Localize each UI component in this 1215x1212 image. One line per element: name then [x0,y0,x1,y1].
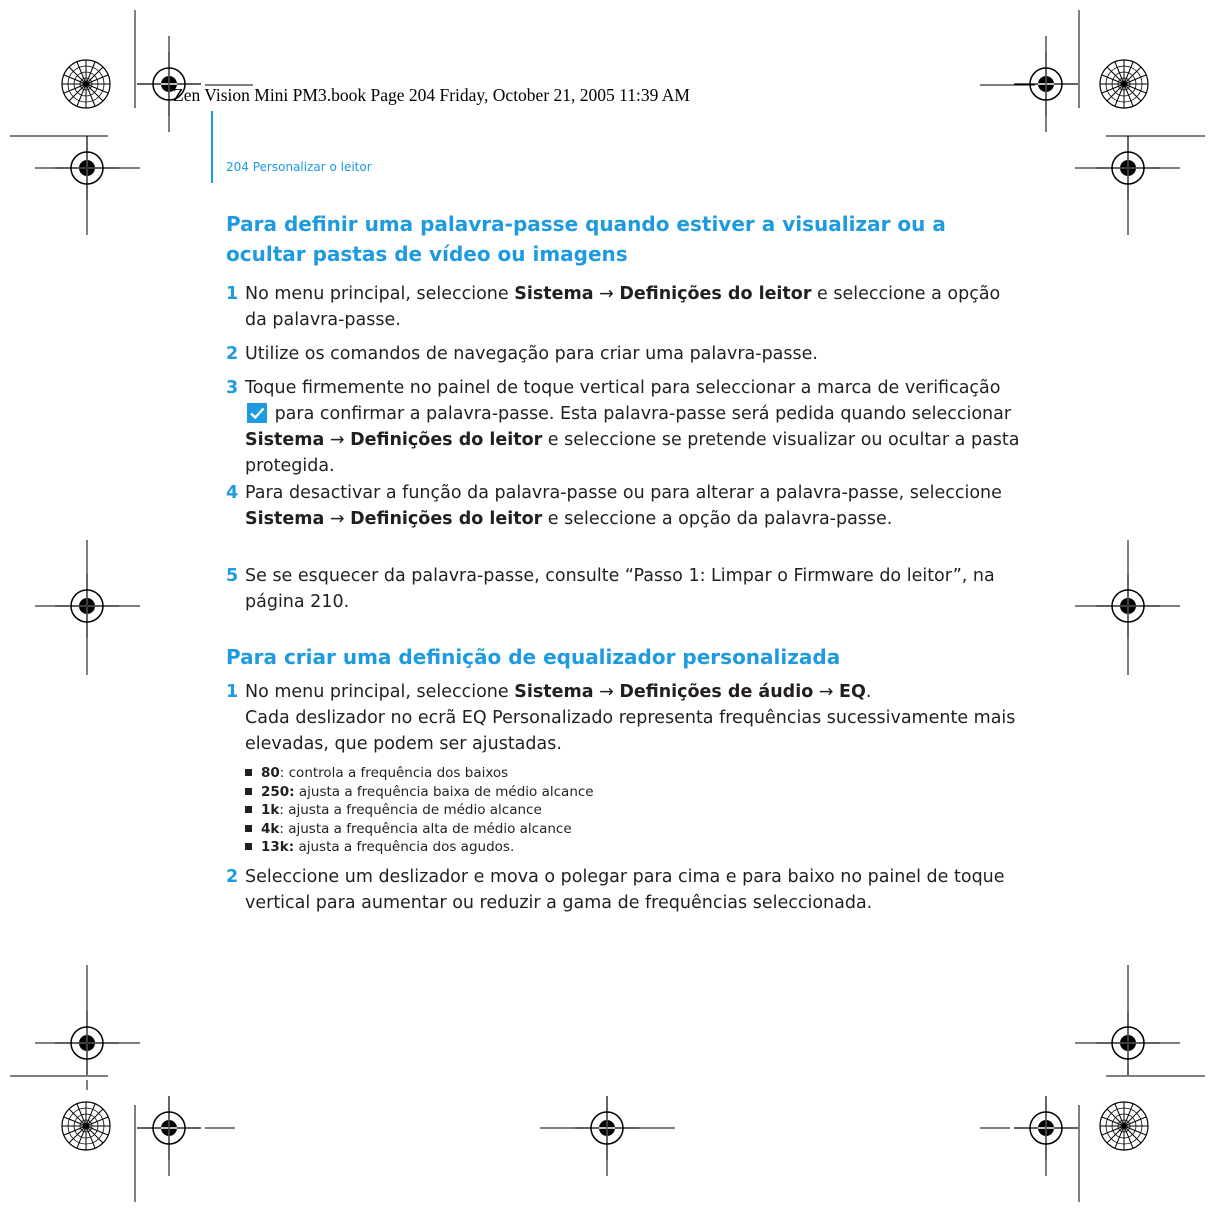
running-head: 204 Personalizar o leitor [226,160,372,174]
frequency-key: 13k: [261,839,295,855]
frequency-key: 1k [261,802,280,818]
menu-term: Sistema [514,682,594,702]
book-slug-line: Zen Vision Mini PM3.book Page 204 Friday, October 21, 2005 11:39 AM [173,85,690,105]
bullet-icon [245,788,252,795]
step-text: Para desactivar a função da palavra-passe ou para alterar a palavra-passe, seleccione [245,483,1002,503]
step-text: No menu principal, seleccione [245,682,515,702]
frequency-key: 80 [261,765,280,781]
step-number: 2 [226,344,239,364]
step-text: No menu principal, seleccione [245,284,515,304]
menu-term: Sistema [514,284,594,304]
list-item [226,375,1026,479]
step-number: 5 [226,566,239,586]
list-item [245,820,594,839]
list-item [226,679,1026,757]
list-item [226,480,1026,532]
bullet-icon [245,806,252,813]
frequency-desc: ajusta a frequência dos agudos. [294,839,515,855]
menu-term: Sistema [245,430,325,450]
frequency-list [245,764,594,857]
list-item [245,838,594,857]
menu-term: EQ [839,682,866,702]
frequency-key: 250: [261,783,295,800]
list-item [226,864,1026,916]
bullet-icon [245,825,252,832]
arrow-glyph: → [593,284,620,304]
list-item [245,783,594,802]
step-text: Toque firmemente no painel de toque vertical para seleccionar a marca de verificação [245,378,1001,398]
margin-rule [211,111,213,183]
frequency-desc: : ajusta a frequência de médio alcance [279,802,542,818]
step-number: 2 [226,867,239,887]
checkmark-icon [247,403,267,423]
step-text: para confirmar a palavra-passe. Esta palavra-passe será pedida quando seleccionar [269,404,1012,424]
bullet-icon [245,843,252,850]
step-text: Cada deslizador no ecrã EQ Personalizado representa frequências sucessivamente mais elevadas, que podem ser ajustadas. [245,708,1016,754]
step-number: 1 [226,682,239,702]
step-text: Utilize os comandos de navegação para criar uma palavra-passe. [245,344,818,364]
step-text: e seleccione a opção da palavra-passe. [542,509,893,529]
arrow-glyph: → [324,509,351,529]
list-item [245,801,594,820]
list-item [226,341,1026,367]
menu-term: Definições do leitor [350,509,543,529]
section1-title [226,209,946,269]
step-number: 4 [226,483,239,503]
list-item [226,281,1026,333]
section1-title-line2: ocultar pastas de vídeo ou imagens [226,242,628,266]
list-item [245,764,594,783]
frequency-desc: : controla a frequência dos baixos [279,765,509,781]
step-text: . [865,682,872,702]
section2-title: Para criar uma definição de equalizador personalizada [226,645,841,669]
frequency-desc: : ajusta a frequência alta de médio alcance [279,820,572,837]
menu-term: Definições do leitor [350,430,543,450]
step-text: Seleccione um deslizador e mova o polegar para cima e para baixo no painel de toque vertical para aumentar ou reduzir a gama de frequências seleccionada. [245,867,1005,913]
arrow-glyph: → [813,682,840,702]
menu-term: Sistema [245,509,325,529]
step-text: e seleccione se pretende visualizar ou ocultar a pasta protegida. [245,430,1020,476]
step-text: Se se esquecer da palavra-passe, consulte “Passo 1: Limpar o Firmware do leitor”, na página 210. [245,566,995,612]
menu-term: Definições de áudio [619,682,814,702]
frequency-desc: ajusta a frequência baixa de médio alcance [294,783,594,800]
bullet-icon [245,769,252,776]
step-text: e seleccione a opção da palavra-passe. [245,284,1001,330]
step-number: 3 [226,378,239,398]
arrow-glyph: → [324,430,351,450]
menu-term: Definições do leitor [619,284,812,304]
arrow-glyph: → [593,682,620,702]
section1-title-line1: Para definir uma palavra-passe quando estiver a visualizar ou a [226,212,946,236]
step-number: 1 [226,284,239,304]
list-item [226,563,1026,615]
frequency-key: 4k [261,820,280,837]
